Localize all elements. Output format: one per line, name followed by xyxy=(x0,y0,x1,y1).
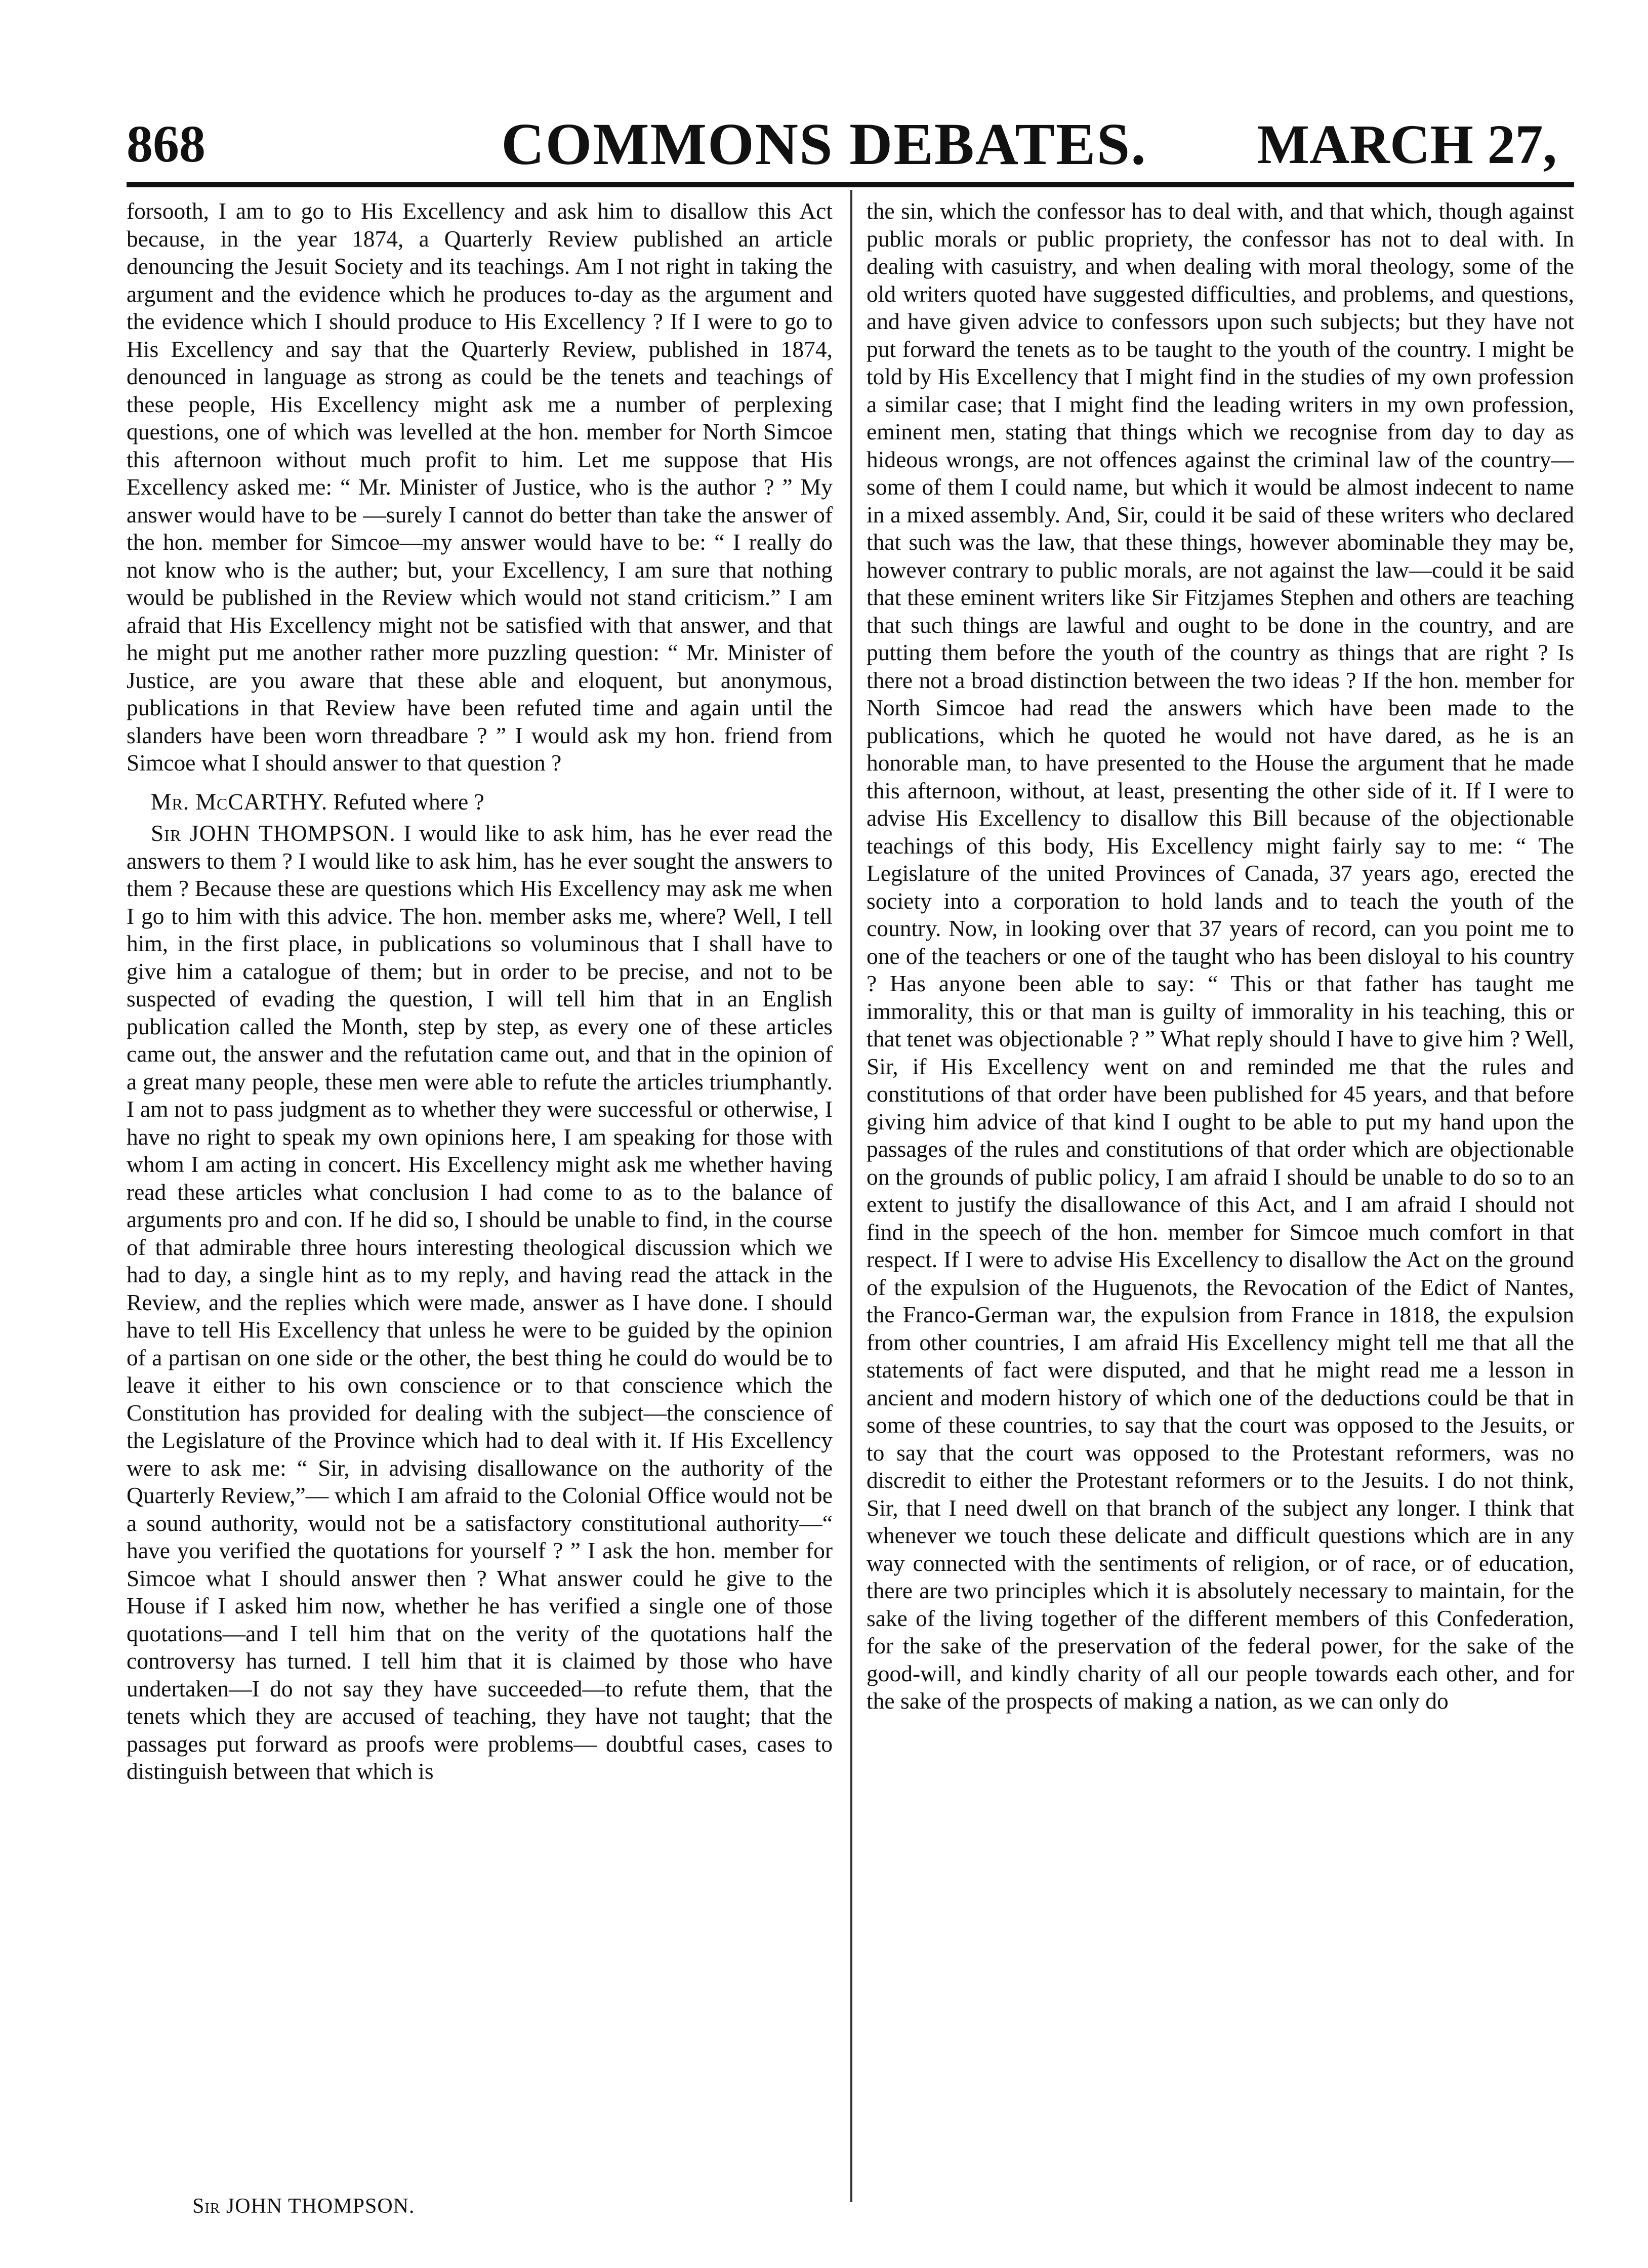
header-rule xyxy=(127,182,1574,187)
speech-text: Refuted where ? xyxy=(333,788,484,815)
column-divider xyxy=(850,190,852,2202)
paragraph: forsooth, I am to go to His Excellency and ask him to disallow this Act because, in the year 1874, a Quarterly Review published an article denouncing the Jesuit Society and its teachings. Am I not right in taking the argument and the evidence which he produces to-day as the argument and the evidence which I should produce to His Excellency ? If I were to go to His Excellency and say that the Quarterly Review, published in 1874, denounced in language as strong as could be the tenets and teachings of these people, His Excellency might ask me a number of perplexing questions, one of which was levelled at the hon. member for North Simcoe this afternoon without much profit to him. Let me suppose that His Excellency asked me: “ Mr. Minister of Justice, who is the author ? ” My answer would have to be —surely I cannot do better than take the answer of the hon. member for Simcoe—my answer would have to be: “ I really do not know who is the auther; but, your Excellency, I am sure that nothing would be published in the Review which would not stand criticism.” I am afraid that His Excellency might not be satisfied with that answer, and that he might put me another rather more puzzling question: “ Mr. Minister of Justice, are you aware that these able and eloquent, but anonymous, publications in that Review have been refuted time and again until the slanders have been worn threadbare ? ” I would ask my hon. friend from Simcoe what I should answer to that question ? xyxy=(127,198,833,776)
right-column xyxy=(867,197,1574,2202)
page-date: MARCH 27, xyxy=(1257,113,1557,175)
speaker-name: Mr. McCARTHY. xyxy=(151,788,328,815)
paragraph xyxy=(127,788,833,816)
page-number: 868 xyxy=(127,115,205,173)
speech-text: I would like to ask him, has he ever read the answers to them ? I would like to ask him, has he ever sought the answers to them ? Because these are questions which His Excellency may ask me when I go to him with this advice. The hon. member asks me, where? Well, I tell him, in the first place, in publications so voluminous that I shall have to give him a catalogue of them; but in order to be precise, and not to be suspected of evading the question, I will tell him that in an English publication called the Month, step by step, as every one of these articles came out, the answer and the refutation came out, and that in the opinion of a great many people, these men were able to refute the articles triumphantly. I am not to pass judgment as to whether they were successful or otherwise, I have no right to speak my own opinions here, I am speaking for those with whom I am acting in concert. His Excellency might ask me whether having read these articles what conclusion I had come to as to the balance of arguments pro and con. If he did so, I should be unable to find, in the course of that admirable three hours interesting theological discussion which we had to day, a single hint as to my reply, and having read the attack in the Review, and the replies which were made, answer as I have done. I should have to tell His Excellency that unless he were to be guided by the opinion of a partisan on one side or the other, the best thing he could do would be to leave it either to his own conscience or to that conscience which the Constitution has provided for dealing with the subject—the conscience of the Legislature of the Province which had to deal with it. If His Excellency were to ask me: “ Sir, in advising disallowance on the authority of the Quarterly Review,”— which I am afraid to the Colonial Office would not be a sound authority, would not be a satisfactory constitutional authority—“ have you verified the quotations for yourself ? ” I ask the hon. member for Simcoe what I should answer then ? What answer could he give to the House if I asked him now, whether he has verified a single one of those quotations—and I tell him that on the verity of the quotations half the controversy has turned. I tell him that it is claimed by those who have undertaken—I do not say they have succeeded—to refute them, that the tenets which they are accused of teaching, they have not taught; that the passages put forward as proofs were problems— doubtful cases, cases to distinguish between that which is xyxy=(127,820,833,1784)
footer-speaker: Sir JOHN THOMPSON. xyxy=(192,2195,415,2218)
paragraph: the sin, which the confessor has to deal with, and that which, though against public morals or public propriety, the confessor has not to deal with. In dealing with casuistry, and when dealing with moral theology, some of the old writers quoted have suggested difficulties, and problems, and questions, and have given advice to confessors upon such subjects; but they have not put forward the tenets as to be taught to the youth of the country. I might be told by His Excellency that I might find in the studies of my own profession a similar case; that I might find the leading writers in my own profession, eminent men, stating that things which we recognise from day to day as hideous wrongs, are not offences against the criminal law of the country—some of them I could name, but which it would be almost indecent to name in a mixed assembly. And, Sir, could it be said of these writers who declared that such was the law, that these things, however abominable they may be, however contrary to public morals, are not against the law—could it be said that these eminent writers like Sir Fitzjames Stephen and others are teaching that such things are lawful and ought to be done in the country, and are putting them before the youth of the country as things that are right ? Is there not a broad distinction between the two ideas ? If the hon. member for North Simcoe had read the answers which have been made to the publications, which he quoted he would not have dared, as he is an honorable man, to have presented to the House the argument that he made this afternoon, without, at least, presenting the other side of it. If I were to advise His Excellency to disallow this Bill because of the objectionable teachings of this body, His Excellency might fairly say to me: “ The Legislature of the united Provinces of Canada, 37 years ago, erected the society into a corporation to hold lands and to teach the youth of the country. Now, in looking over that 37 years of record, can you point me to one of the teachers or one of the taught who has been disloyal to his country ? Has anyone been able to say: “ This or that father has taught me immorality, this or that man is guilty of immorality in his teaching, this or that tenet was objectionable ? ” What reply should I have to give him ? Well, Sir, if His Excellency went on and reminded me that the rules and constitutions of that order have been published for 45 years, and that before giving him advice of that kind I ought to be able to put my hand upon the passages of the rules and constitutions of that order which are objectionable on the grounds of public policy, I am afraid I should be unable to do so to an extent to justify the disallowance of this Act, and I am afraid I should not find in the speech of the hon. member for Simcoe much comfort in that respect. If I were to advise His Excellency to disallow the Act on the ground of the expulsion of the Huguenots, the Revocation of the Edict of Nantes, the Franco-German war, the expulsion from France in 1818, the expulsion from other countries, I am afraid His Excellency might tell me that all the statements of fact were disputed, and that he might read me a lesson in ancient and modern history of which one of the deductions could be that in some of these countries, to say that the court was opposed to the Jesuits, or to say that the court was opposed to the Protestant reformers, was no discredit to either the Protestant reformers or to the Jesuits. I do not think, Sir, that I need dwell on that branch of the subject any longer. I think that whenever we touch these delicate and difficult questions which are in any way connected with the sentiments of religion, or of race, or of education, there are two principles which it is absolutely necessary to maintain, for the sake of the living together of the different members of this Confederation, for the sake of the preservation of the federal power, for the sake of the good-will, and kindly charity of all our people towards each other, and for the sake of the prospects of making a nation, as we can only do xyxy=(867,198,1574,1714)
left-column xyxy=(127,197,833,2202)
page-title: COMMONS DEBATES. xyxy=(501,111,1147,177)
speaker-name: Sir JOHN THOMPSON. xyxy=(151,820,396,846)
paragraph xyxy=(127,820,833,1786)
